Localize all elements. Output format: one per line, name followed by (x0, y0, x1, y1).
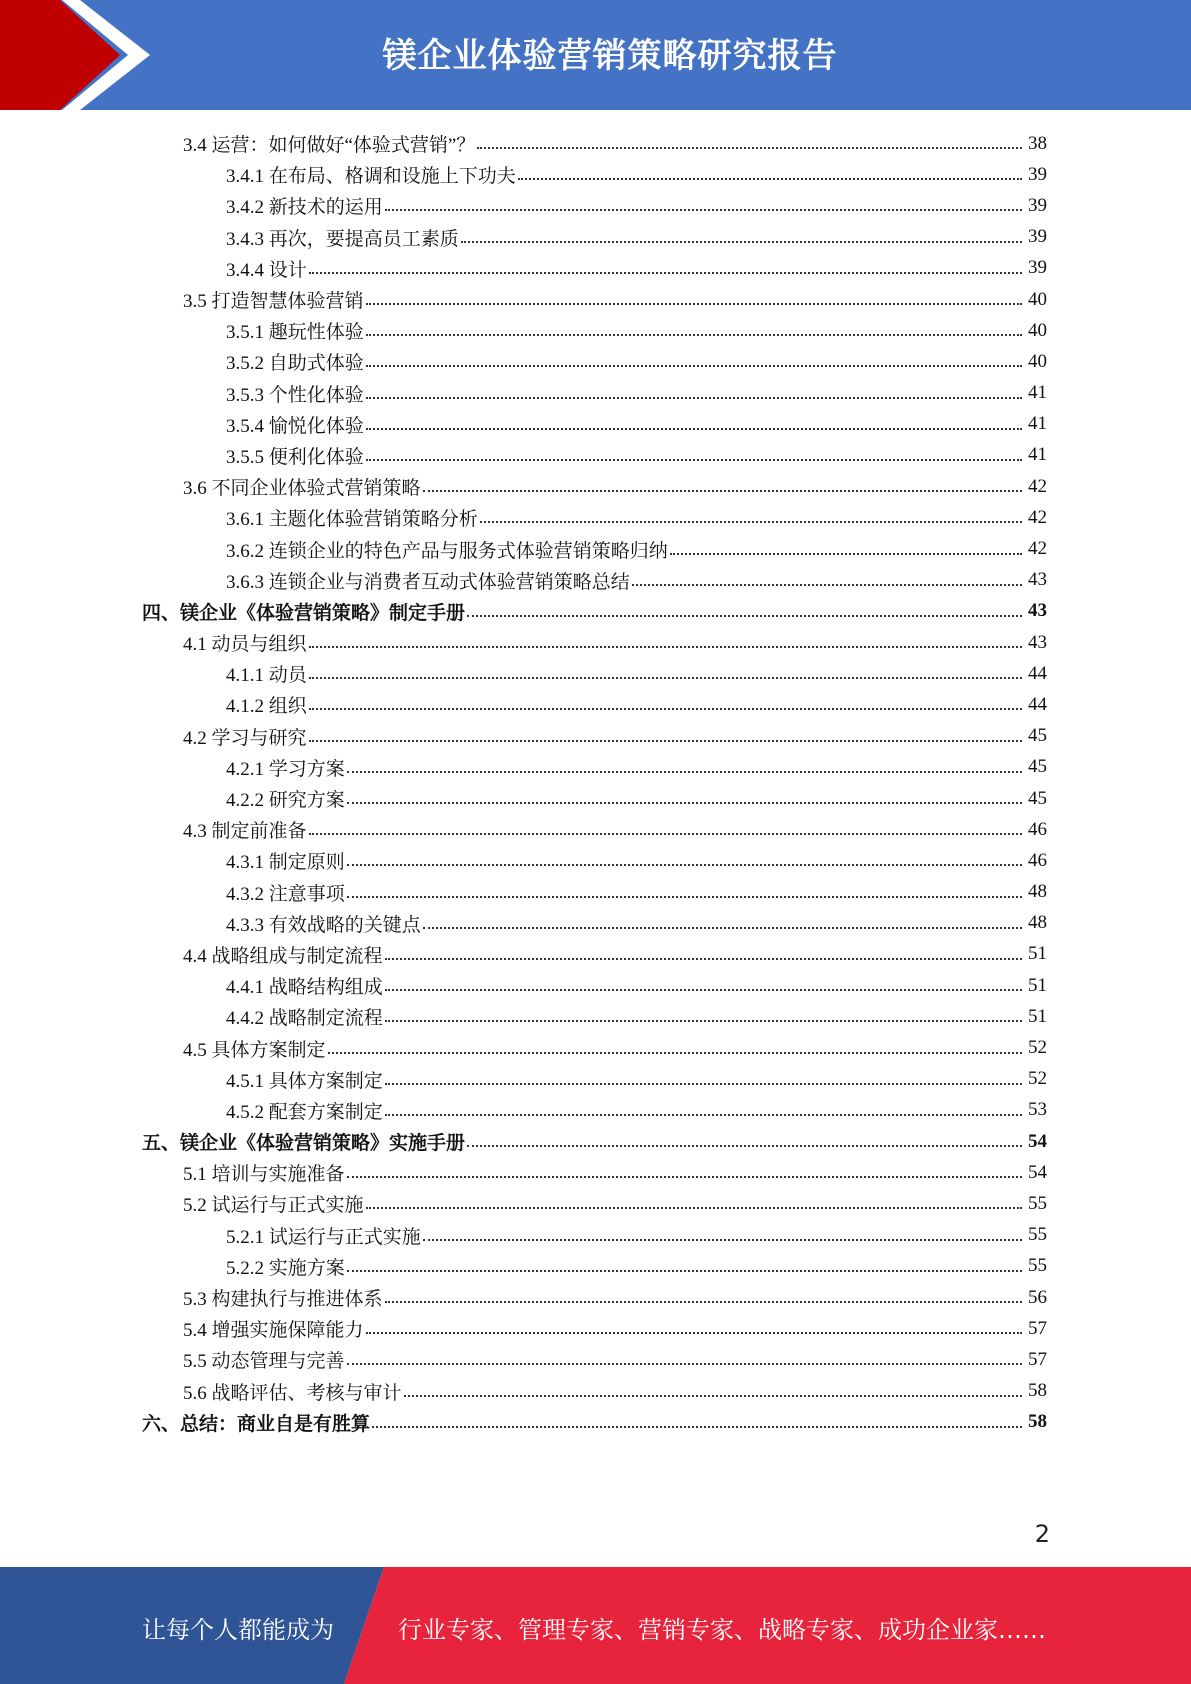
toc-entry-title: 4.5 具体方案制定 (183, 1039, 326, 1061)
toc-entry-page: 55 (1028, 1224, 1047, 1246)
toc-entry[interactable] (0, 502, 1191, 533)
toc-entry-page: 56 (1028, 1286, 1047, 1308)
toc-entry[interactable] (0, 284, 1191, 315)
toc-dot-leader (632, 565, 1022, 586)
toc-entry[interactable] (0, 1126, 1191, 1157)
toc-dot-leader (366, 1188, 1022, 1209)
toc-entry-page: 43 (1028, 569, 1047, 591)
toc-entry-title: 4.3.1 制定原则 (226, 852, 345, 874)
page-footer (0, 1567, 1191, 1684)
toc-entry-title: 4.1 动员与组织 (183, 634, 307, 656)
toc-entry-title: 3.6.3 连锁企业与消费者互动式体验营销策略总结 (226, 571, 630, 593)
toc-entry-title: 3.6.1 主题化体验营销策略分析 (226, 509, 478, 531)
toc-entry[interactable] (0, 1064, 1191, 1095)
toc-dot-leader (328, 1033, 1022, 1054)
toc-dot-leader (309, 658, 1022, 679)
toc-dot-leader (480, 502, 1022, 523)
toc-dot-leader (366, 440, 1022, 461)
toc-entry-title: 3.4.3 再次，要提高员工素质 (226, 228, 459, 250)
toc-entry-title: 3.5 打造智慧体验营销 (183, 291, 364, 313)
toc-dot-leader (366, 284, 1022, 305)
toc-entry-page: 52 (1028, 1037, 1047, 1059)
toc-entry[interactable] (0, 378, 1191, 409)
toc-entry-title: 3.6.2 连锁企业的特色产品与服务式体验营销策略归纳 (226, 540, 668, 562)
toc-entry-title: 3.5.2 自助式体验 (226, 353, 364, 375)
toc-entry-page: 44 (1028, 662, 1047, 684)
toc-entry[interactable] (0, 627, 1191, 658)
toc-entry[interactable] (0, 877, 1191, 908)
toc-entry-title: 5.5 动态管理与完善 (183, 1351, 345, 1373)
toc-entry-page: 55 (1028, 1255, 1047, 1277)
toc-entry-title: 5.2.1 试运行与正式实施 (226, 1226, 421, 1248)
toc-entry-title: 4.3.3 有效战略的关键点 (226, 914, 421, 936)
toc-entry-page: 54 (1028, 1130, 1047, 1152)
toc-entry[interactable] (0, 845, 1191, 876)
toc-entry-title: 3.6 不同企业体验式营销策略 (183, 478, 421, 500)
toc-entry-page: 43 (1028, 631, 1047, 653)
toc-entry-title: 3.4.1 在布局、格调和设施上下功夫 (226, 166, 516, 188)
toc-dot-leader (309, 627, 1022, 648)
toc-entry-title: 3.5.5 便利化体验 (226, 446, 364, 468)
toc-entry-page: 53 (1028, 1099, 1047, 1121)
toc-entry[interactable] (0, 440, 1191, 471)
toc-entry[interactable] (0, 253, 1191, 284)
toc-dot-leader (423, 1220, 1022, 1241)
toc-dot-leader (372, 1407, 1022, 1428)
toc-entry-page: 58 (1028, 1380, 1047, 1402)
toc-entry-title: 3.4.4 设计 (226, 259, 307, 281)
toc-entry-title: 5.3 构建执行与推进体系 (183, 1289, 383, 1311)
toc-entry-page: 55 (1028, 1192, 1047, 1214)
toc-dot-leader (461, 222, 1022, 243)
toc-dot-leader (347, 845, 1022, 866)
toc-entry[interactable] (0, 939, 1191, 970)
toc-entry[interactable] (0, 1188, 1191, 1219)
toc-dot-leader (366, 346, 1022, 367)
footer-slogan-right: 行业专家、管理专家、营销专家、战略专家、成功企业家…… (398, 1616, 1046, 1644)
toc-entry-page: 39 (1028, 226, 1047, 248)
toc-dot-leader (347, 1157, 1022, 1178)
toc-entry-page: 48 (1028, 912, 1047, 934)
toc-entry-title: 3.5.4 愉悦化体验 (226, 415, 364, 437)
toc-dot-leader (385, 190, 1022, 211)
toc-entry-page: 40 (1028, 319, 1047, 341)
toc-dot-leader (366, 1313, 1022, 1334)
toc-entry-title: 5.4 增强实施保障能力 (183, 1320, 364, 1342)
toc-dot-leader (423, 908, 1022, 929)
toc-entry[interactable] (0, 658, 1191, 689)
toc-entry-title: 3.4.2 新技术的运用 (226, 197, 383, 219)
toc-entry-title: 四、镁企业《体验营销策略》制定手册 (142, 602, 466, 624)
toc-entry-title: 3.4 运营：如何做好“体验式营销”？ (183, 135, 476, 157)
toc-entry-title: 4.4 战略组成与制定流程 (183, 945, 383, 967)
toc-entry[interactable] (0, 128, 1191, 159)
toc-entry-title: 4.5.2 配套方案制定 (226, 1101, 383, 1123)
toc-entry[interactable] (0, 1282, 1191, 1313)
toc-entry-title: 5.2.2 实施方案 (226, 1257, 345, 1279)
toc-dot-leader (347, 752, 1022, 773)
toc-entry[interactable] (0, 970, 1191, 1001)
toc-entry[interactable] (0, 1220, 1191, 1251)
toc-entry-title: 4.3.2 注意事项 (226, 883, 345, 905)
toc-entry[interactable] (0, 1157, 1191, 1188)
toc-dot-leader (423, 471, 1022, 492)
toc-entry-title: 3.5.1 趣玩性体验 (226, 322, 364, 344)
toc-entry-page: 40 (1028, 288, 1047, 310)
toc-dot-leader (347, 783, 1022, 804)
toc-entry[interactable] (0, 1095, 1191, 1126)
toc-entry-page: 39 (1028, 163, 1047, 185)
toc-entry[interactable] (0, 533, 1191, 564)
toc-entry-page: 42 (1028, 506, 1047, 528)
toc-entry-page: 46 (1028, 849, 1047, 871)
toc-dot-leader (309, 814, 1022, 835)
toc-dot-leader (518, 159, 1022, 180)
toc-dot-leader (385, 970, 1022, 991)
toc-entry-title: 4.4.2 战略制定流程 (226, 1008, 383, 1030)
toc-entry-page: 48 (1028, 881, 1047, 903)
toc-entry-page: 42 (1028, 538, 1047, 560)
toc-entry[interactable] (0, 1313, 1191, 1344)
toc-dot-leader (670, 534, 1022, 555)
toc-dot-leader (366, 378, 1022, 399)
toc-entry[interactable] (0, 222, 1191, 253)
table-of-contents (0, 128, 1191, 1438)
toc-dot-leader (366, 315, 1022, 336)
toc-entry[interactable] (0, 596, 1191, 627)
toc-dot-leader (385, 1064, 1022, 1085)
toc-entry-title: 5.2 试运行与正式实施 (183, 1195, 364, 1217)
toc-entry[interactable] (0, 471, 1191, 502)
toc-entry-title: 5.6 战略评估、考核与审计 (183, 1382, 402, 1404)
toc-entry-page: 52 (1028, 1068, 1047, 1090)
toc-entry-page: 41 (1028, 382, 1047, 404)
toc-entry[interactable] (0, 1376, 1191, 1407)
toc-dot-leader (347, 877, 1022, 898)
page-number: 2 (1034, 1520, 1050, 1548)
toc-dot-leader (467, 1126, 1022, 1147)
page-header (0, 0, 1191, 110)
toc-dot-leader (385, 1282, 1022, 1303)
toc-entry-title: 五、镁企业《体验营销策略》实施手册 (142, 1133, 466, 1155)
toc-entry-page: 45 (1028, 756, 1047, 778)
toc-entry[interactable] (0, 814, 1191, 845)
toc-entry-title: 4.5.1 具体方案制定 (226, 1070, 383, 1092)
toc-entry[interactable] (0, 752, 1191, 783)
toc-dot-leader (404, 1376, 1022, 1397)
toc-entry-page: 39 (1028, 257, 1047, 279)
toc-entry-title: 4.2.2 研究方案 (226, 790, 345, 812)
toc-entry-page: 41 (1028, 444, 1047, 466)
toc-dot-leader (366, 409, 1022, 430)
footer-slogan-left: 让每个人都能成为 (142, 1616, 334, 1644)
toc-dot-leader (347, 1344, 1022, 1365)
toc-entry-page: 58 (1028, 1411, 1047, 1433)
toc-entry-page: 51 (1028, 974, 1047, 996)
toc-entry-page: 38 (1028, 132, 1047, 154)
toc-entry-title: 4.2.1 学习方案 (226, 758, 345, 780)
toc-entry[interactable] (0, 159, 1191, 190)
toc-entry-page: 41 (1028, 413, 1047, 435)
toc-entry[interactable] (0, 1001, 1191, 1032)
toc-entry-page: 46 (1028, 818, 1047, 840)
toc-entry-title: 4.1.2 组织 (226, 696, 307, 718)
toc-entry-page: 54 (1028, 1161, 1047, 1183)
toc-dot-leader (347, 1251, 1022, 1272)
toc-entry-page: 51 (1028, 943, 1047, 965)
toc-entry[interactable] (0, 1407, 1191, 1438)
toc-dot-leader (385, 1095, 1022, 1116)
toc-entry-title: 5.1 培训与实施准备 (183, 1164, 345, 1186)
toc-dot-leader (309, 253, 1022, 274)
toc-entry[interactable] (0, 409, 1191, 440)
toc-entry[interactable] (0, 783, 1191, 814)
toc-entry-page: 39 (1028, 194, 1047, 216)
toc-entry[interactable] (0, 721, 1191, 752)
toc-entry-page: 45 (1028, 787, 1047, 809)
toc-entry-page: 45 (1028, 725, 1047, 747)
toc-entry[interactable] (0, 689, 1191, 720)
toc-entry-page: 40 (1028, 350, 1047, 372)
toc-dot-leader (309, 721, 1022, 742)
toc-dot-leader (385, 1001, 1022, 1022)
toc-entry-page: 57 (1028, 1348, 1047, 1370)
toc-entry-title: 3.5.3 个性化体验 (226, 384, 364, 406)
toc-dot-leader (385, 939, 1022, 960)
toc-entry[interactable] (0, 1032, 1191, 1063)
toc-entry[interactable] (0, 1251, 1191, 1282)
toc-entry-title: 4.1.1 动员 (226, 665, 307, 687)
toc-entry[interactable] (0, 565, 1191, 596)
toc-entry[interactable] (0, 346, 1191, 377)
toc-entry-title: 4.3 制定前准备 (183, 821, 307, 843)
toc-entry-page: 57 (1028, 1317, 1047, 1339)
toc-entry-page: 43 (1028, 600, 1047, 622)
toc-dot-leader (309, 689, 1022, 710)
toc-entry[interactable] (0, 315, 1191, 346)
toc-entry-title: 4.2 学习与研究 (183, 727, 307, 749)
toc-entry-page: 42 (1028, 475, 1047, 497)
toc-entry-page: 44 (1028, 693, 1047, 715)
toc-entry[interactable] (0, 908, 1191, 939)
toc-entry[interactable] (0, 1344, 1191, 1375)
document-title: 镁企业体验营销策略研究报告 (382, 36, 838, 76)
toc-entry-title: 六、总结：商业自是有胜算 (142, 1413, 371, 1435)
toc-dot-leader (477, 128, 1022, 149)
toc-entry-title: 4.4.1 战略结构组成 (226, 977, 383, 999)
toc-entry-page: 51 (1028, 1005, 1047, 1027)
toc-entry[interactable] (0, 190, 1191, 221)
toc-dot-leader (467, 596, 1022, 617)
